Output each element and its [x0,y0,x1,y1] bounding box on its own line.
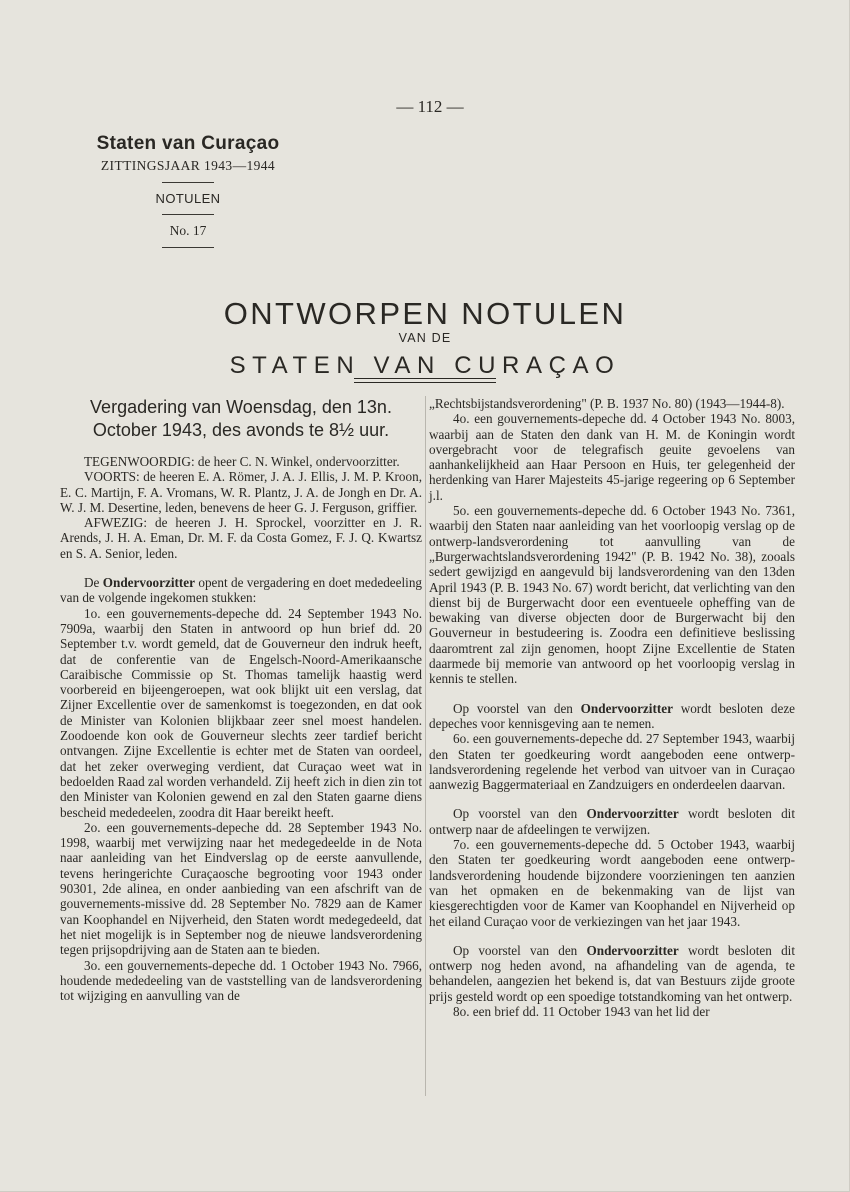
decision-speaker: Ondervoorzitter [586,942,679,958]
headline-subtitle: VAN DE [398,331,452,345]
item-1: 1o. een gouvernements-depeche dd. 24 September 1943 No. 7909a, waarbij den Staten in antwoord op hun brief dd. 20 September t.v. wordt gemeld, dat de Gouverneur den indruk heeft, dat de conferentie van de Engelsch-Noord-Amerikaansche Caraibische Commissie op St. Thomas tamelijk haastig werd voorbereid en bijeengeroepen, wat ook blijkt uit een verslag, dat Zijner Excellentie over de samenkomst is toegezonden, en dat ook de Minister van Kolonien blijkbaar zeer snel moest handelen. Zoodoende kon ook de Gouverneur slechts zeer tardief bericht ontvangen. Zijne Excellentie is echter met de Staten van oordeel, dat het zeker overweging verdient, dat Curaçao weet wat in bedoelden Raad zal worden verhandeld. Zij heeft zich in dien zin tot den Minister van Kolonien gewend en zal den Staten gaarne diens bescheid mededeelen, zoodra dit Haar bereikt heeft. [60,605,422,820]
item-8: 8o. een brief dd. 11 October 1943 van het lid der [453,1003,710,1019]
absent-label: AFWEZIG: [84,515,147,531]
decision-3 [429,943,795,1004]
masthead-title: Staten van Curaçao [96,133,280,154]
attendance-present [60,454,422,469]
decision-speaker: Ondervoorzitter [580,700,673,716]
headline-title: ONTWORPEN NOTULEN [223,296,627,331]
left-column [60,396,422,1003]
masthead-session-year: ZITTINGSJAAR 1943—1944 [100,158,276,173]
masthead-section: NOTULEN [155,191,221,206]
headline-body [0,352,850,380]
masthead-rule [162,182,214,183]
also-text: de heeren E. A. Römer, J. A. J. Ellis, J. M. P. Kroon, E. C. Martijn, F. A. Vromans, W. R. Plantz, J. A. de Jongh en Dr. A. W. J. M. Desertine, leden, benevens de heer G. J. Ferguson, griffier. [60,469,423,515]
decision-post: wordt besloten dit ontwerp nog heden avond, na afhandeling van de agenda, te behandelen, aangezien het bekend is, dat van Bestuurs zijde groote prijs gesteld wordt op een spoedige totstandkoming van het ontwerp. [429,942,796,1004]
also-label: VOORTS: [84,469,140,485]
decision-pre: Op voorstel van den [453,700,573,716]
opening-pre: De [84,575,100,591]
masthead-rule [162,247,214,248]
headline-rule [354,382,496,383]
present-label: TEGENWOORDIG: [84,454,195,469]
decision-1 [429,701,795,732]
decision-post: wordt besloten deze depeches voor kennisgeving aan te nemen. [429,700,796,731]
decision-2 [429,806,795,837]
right-column [429,396,795,1019]
headline-rule [354,378,496,379]
opening-paragraph [60,575,422,606]
decision-pre: Op voorstel van den [453,806,578,822]
masthead-rule [162,214,214,215]
masthead [58,133,318,256]
decision-pre: Op voorstel van den [453,942,578,958]
decision-speaker: Ondervoorzitter [586,806,679,822]
absent-text: de heeren J. H. Sprockel, voorzitter en J. R. Arends, J. H. A. Eman, Dr. M. F. da Costa Gomez, F. J. Q. Kwartsz en S. A. Senior, leden. [60,515,423,561]
column-divider [425,396,426,1096]
item-7: 7o. een gouvernements-depeche dd. 5 October 1943, waarbij den Staten ter goedkeuring wordt aangeboden eene ontwerp-landsverordening houdende bijzondere voorzieningen ten aanzien van het opmaken en de bekenmaking van de lijst van kiesgerechtigden voor de Kamer van Koophandel en Nijverheid op het eiland Curaçao voor de verkiezingen van het jaar 1943. [429,837,795,929]
headline-body-text: STATEN VAN CURAÇAO [229,352,621,379]
attendance-absent [60,515,422,561]
decision-post: wordt besloten dit ontwerp naar de afdeelingen te verwijzen. [429,806,796,837]
meeting-heading: Vergadering van Woensdag, den 13n. October 1943, des avonds te 8½ uur. [90,397,392,440]
item-3-continued: „Rechtsbijstandsverordening" (P. B. 1937 No. 80) (1943—1944-8). [429,396,785,411]
page-number: — 112 — [396,97,464,116]
attendance-also [60,469,422,515]
opening-post: opent de vergadering en doet mededeeling van de volgende ingekomen stukken: [60,575,423,606]
item-4: 4o. een gouvernements-depeche dd. 4 October 1943 No. 8003, waarbij aan de Staten den dank van H. M. de Koningin wordt overgebracht voor de telegrafisch geuite gevoelens van aanhankelijkheid aan Haar Persoon en Huis, ter gelegenheid der herdenking van Harer Majesteits 45-jarige regeering op 6 September j.l. [429,411,795,503]
opening-speaker: Ondervoorzitter [102,575,196,591]
item-2: 2o. een gouvernements-depeche dd. 28 September 1943 No. 1998, waarbij met verwijzing naar het medegedeelde in de Nota naar aanleiding van het Eindverslag op de eerste aanvullende, tevens heringerichte Curaçaosche begrooting voor 1943 onder 90301, 2de alinea, en onder aanbieding van een afschrift van de gouvernements-missive dd. 28 September No. 7829 aan de Kamer van Koophandel en Nijverheid, den Staten wordt medegedeeld, dat het niet mogelijk is in September nog de nieuwe landsverordening tegen prijsopdrijving aan de Staten aan te bieden. [60,819,422,958]
item-3: 3o. een gouvernements-depeche dd. 1 October 1943 No. 7966, houdende mededeeling van de vaststelling van de landsverordening tot wijziging en aanvulling van de [60,957,422,1004]
item-5: 5o. een gouvernements-depeche dd. 6 October 1943 No. 7361, waarbij den Staten naar aanleiding van het voorloopig verslag op de ontwerp-landsverordening tot aanvulling van de „Burgerwachtslandsverordening 1942" (P. B. 1942 No. 38), zooals sedert gewijzigd en aangevuld bij landsverordening van den 13den April 1943 (P. B. 1943 No. 67) wordt bericht, dat verlichting van den dienst bij de Burgerwacht door een eventueele opheffing van de bewaking van diverse objecten door de Burgerwacht bij den Gouverneur in bestudeering is. Zoodra een definitieve beslissing daaromtrent zal zijn genomen, hoopt Zijne Excellentie de Staten daarmede bij memorie van antwoord op het voorloopig verslag in kennis te stellen. [429,503,795,687]
present-text: de heer C. N. Winkel, ondervoorzitter. [197,454,400,469]
item-6: 6o. een gouvernements-depeche dd. 27 September 1943, waarbij den Staten ter goedkeuring wordt aangeboden eene ontwerp-landsverordening regelende het verbod van uitvoer van in Curaçao aanwezig Baggermateriaal en Zandzuigers en onderdeelen daarvan. [429,731,795,793]
masthead-number: No. 17 [169,223,207,238]
